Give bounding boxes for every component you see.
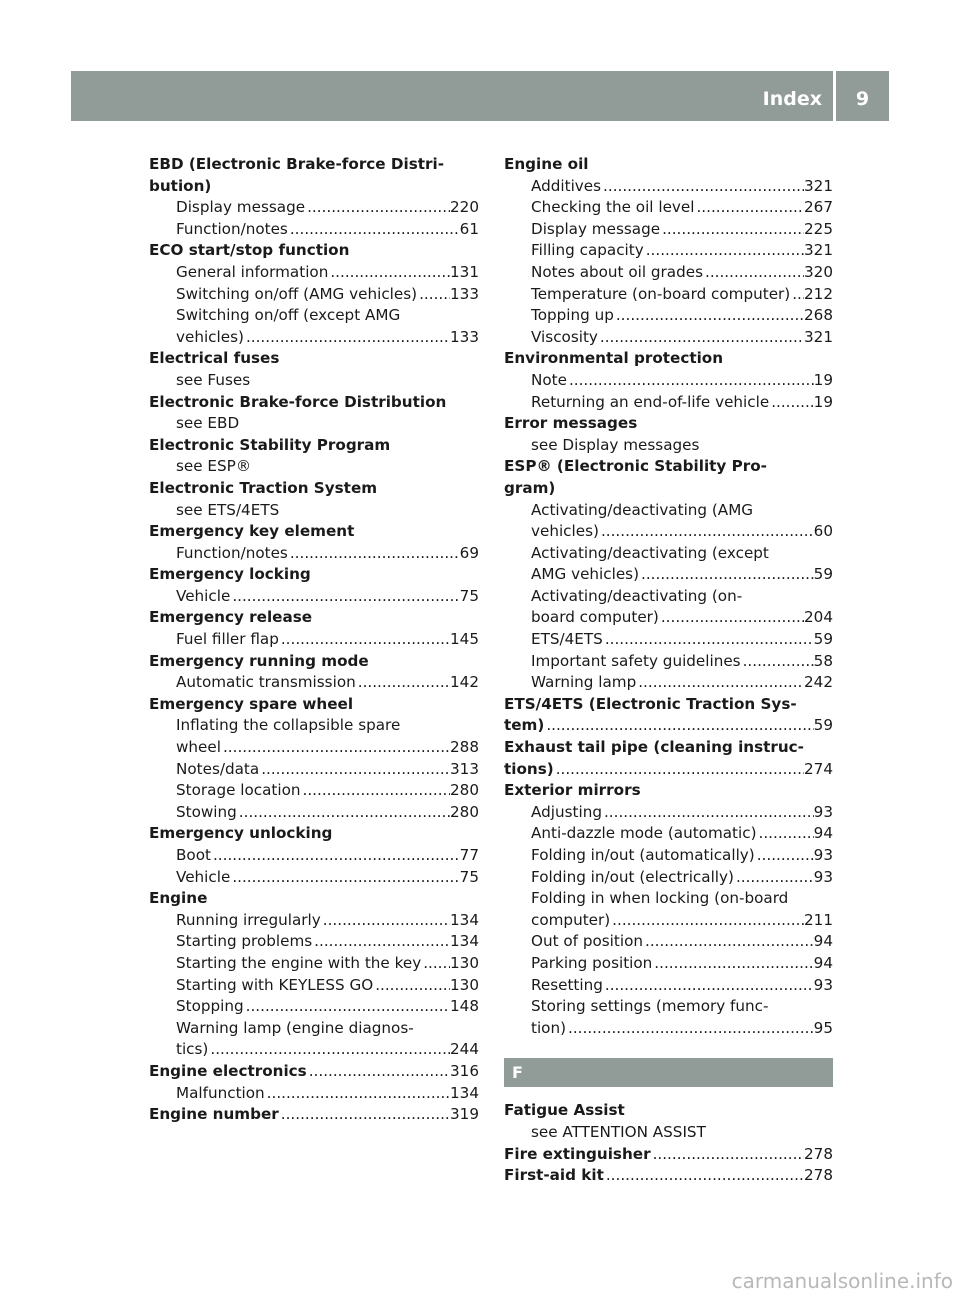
page-reference: 204	[804, 608, 833, 627]
section-title: Index	[762, 88, 822, 110]
entry-text: Returning an end-of-life vehicle	[531, 392, 770, 411]
entry-text: Activating/deactivating (except	[531, 543, 769, 562]
entry-text: Topping up	[531, 306, 614, 325]
page-reference: 133	[450, 284, 479, 303]
dot-leader	[244, 996, 450, 1018]
dot-leader	[734, 867, 814, 889]
index-entry	[504, 413, 833, 435]
index-entry	[504, 1144, 833, 1166]
page-reference: 313	[450, 759, 479, 778]
index-entry	[149, 240, 479, 262]
entry-text: Note	[531, 370, 567, 389]
index-subentry	[504, 521, 833, 543]
entry-text: Viscosity	[531, 327, 598, 346]
dot-leader	[644, 240, 804, 262]
entry-text: Inflating the collapsible spare	[176, 716, 401, 735]
page-reference: 93	[813, 867, 833, 886]
index-subentry	[504, 564, 833, 586]
dot-leader	[321, 910, 450, 932]
entry-text: board computer)	[531, 608, 659, 627]
dot-leader	[230, 586, 459, 608]
index-entry	[149, 176, 479, 198]
index-entry	[149, 348, 479, 370]
entry-text: Engine electronics	[149, 1061, 307, 1080]
index-subentry	[149, 197, 479, 219]
dot-leader	[307, 1061, 450, 1083]
dot-leader	[602, 802, 814, 824]
entry-text: Electrical fuses	[149, 349, 280, 368]
entry-text: wheel	[176, 738, 221, 757]
dot-leader	[373, 975, 450, 997]
dot-leader	[643, 931, 814, 953]
entry-text: Activating/deactivating (on-	[531, 586, 743, 605]
index-subentry	[149, 284, 479, 306]
index-subentry	[149, 672, 479, 694]
index-subentry	[149, 996, 479, 1018]
page-reference: 278	[804, 1144, 833, 1163]
entry-text: Starting the engine with the key	[176, 953, 422, 972]
index-entry	[149, 607, 479, 629]
dot-leader	[703, 262, 804, 284]
index-entry	[504, 780, 833, 802]
dot-leader	[421, 953, 450, 975]
dot-leader	[614, 305, 804, 327]
page-reference: 134	[450, 1083, 479, 1102]
entry-text: ETS/4ETS	[531, 630, 603, 649]
dot-leader	[567, 370, 814, 392]
page-reference: 19	[813, 392, 833, 411]
index-entry	[149, 823, 479, 845]
dot-leader	[598, 327, 804, 349]
index-subentry	[504, 823, 833, 845]
entry-text: Running irregularly	[176, 910, 321, 929]
index-subentry	[149, 802, 479, 824]
dot-leader	[305, 197, 450, 219]
entry-text: Exterior mirrors	[504, 781, 641, 800]
entry-text: Stowing	[176, 802, 237, 821]
entry-text: Starting with KEYLESS GO	[176, 975, 374, 994]
index-entry	[504, 715, 833, 737]
dot-leader	[208, 1039, 450, 1061]
index-subentry	[504, 284, 833, 306]
index-subentry	[149, 975, 479, 997]
index-subentry	[149, 931, 479, 953]
entry-text: Resetting	[531, 975, 603, 994]
index-subentry	[504, 651, 833, 673]
entry-text: see ATTENTION ASSIST	[531, 1122, 706, 1141]
page-reference: 133	[450, 327, 479, 346]
page-reference: 321	[804, 176, 833, 195]
entry-text: Anti-dazzle mode (automatic)	[531, 824, 757, 843]
index-subentry	[504, 953, 833, 975]
dot-leader	[755, 845, 814, 867]
index-entry	[504, 456, 833, 478]
entry-text: Function/notes	[176, 219, 288, 238]
page-reference: 321	[804, 327, 833, 346]
index-subentry	[149, 262, 479, 284]
entry-text: Boot	[176, 846, 211, 864]
entry-text: Environmental protection	[504, 349, 724, 368]
page-reference: 244	[450, 1040, 479, 1059]
index-subentry	[149, 1018, 479, 1040]
index-subentry	[149, 845, 479, 867]
index-entry	[504, 1100, 833, 1122]
page-reference: 75	[459, 867, 479, 886]
entry-text: Storing settings (memory func-	[531, 997, 769, 1016]
entry-text: see Display messages	[531, 435, 700, 454]
dot-leader	[636, 672, 804, 694]
dot-leader	[301, 780, 450, 802]
entry-text: First-aid kit	[504, 1166, 604, 1185]
page-reference: 59	[813, 565, 833, 584]
page-reference: 268	[804, 306, 833, 325]
index-entry	[149, 435, 479, 457]
dot-leader	[566, 1018, 814, 1040]
index-subentry	[149, 867, 479, 889]
entry-text: Electronic Brake-force Distribution	[149, 392, 447, 411]
index-subentry	[504, 802, 833, 824]
entry-text: see EBD	[176, 414, 240, 433]
index-subentry	[149, 586, 479, 608]
entry-text: computer)	[531, 910, 611, 929]
entry-text: Out of position	[531, 932, 643, 951]
index-entry	[504, 154, 833, 176]
entry-text: Emergency key element	[149, 522, 355, 541]
index-subentry	[504, 392, 833, 414]
entry-text: Function/notes	[176, 543, 288, 562]
page-reference: 142	[450, 673, 479, 692]
entry-text: see ETS/4ETS	[176, 500, 280, 519]
entry-text: Warning lamp	[531, 673, 637, 692]
entry-text: bution)	[149, 176, 212, 195]
index-entry	[149, 1104, 479, 1126]
index-subentry	[149, 500, 479, 522]
index-subentry	[504, 262, 833, 284]
entry-text: Switching on/off (AMG vehicles)	[176, 284, 418, 303]
dot-leader	[603, 629, 814, 651]
dot-leader	[417, 284, 450, 306]
entry-text: see Fuses	[176, 370, 251, 389]
index-subentry	[149, 1039, 479, 1061]
index-subentry	[504, 435, 833, 457]
entry-text: Folding in when locking (on-board	[531, 889, 789, 908]
index-subentry	[504, 672, 833, 694]
page-reference: 288	[450, 738, 479, 757]
index-subentry	[149, 456, 479, 478]
index-entry	[504, 348, 833, 370]
entry-text: Display message	[531, 219, 661, 238]
index-subentry	[504, 910, 833, 932]
entry-text: Parking position	[531, 953, 653, 972]
entry-text: gram)	[504, 478, 556, 497]
entry-text: Important safety guidelines	[531, 651, 741, 670]
index-entry	[149, 888, 479, 910]
entry-text: General information	[176, 262, 329, 281]
entry-text: Adjusting	[531, 802, 602, 821]
dot-leader	[279, 629, 450, 651]
page-reference: 131	[450, 262, 479, 281]
page-reference: 278	[804, 1166, 833, 1185]
dot-leader	[601, 176, 804, 198]
entry-text: Temperature (on-board computer)	[531, 284, 791, 303]
watermark: carmanualsonline.info	[731, 1269, 953, 1293]
entry-text: vehicles)	[176, 327, 244, 346]
index-subentry	[149, 780, 479, 802]
page-reference: 148	[450, 997, 479, 1016]
page-reference: 320	[804, 262, 833, 281]
entry-text: Malfunction	[176, 1083, 265, 1102]
index-subentry	[504, 327, 833, 349]
index-column-right	[504, 154, 833, 1187]
dot-leader	[639, 564, 814, 586]
page-reference: 58	[813, 651, 833, 670]
page-reference: 19	[813, 370, 833, 389]
page-reference: 316	[450, 1061, 479, 1080]
page-reference: 225	[804, 219, 833, 238]
page-reference: 145	[450, 630, 479, 649]
entry-text: tics)	[176, 1040, 209, 1059]
entry-text: Electronic Stability Program	[149, 435, 391, 454]
index-subentry	[504, 586, 833, 608]
index-entry	[149, 564, 479, 586]
page-reference: 134	[450, 932, 479, 951]
index-subentry	[504, 888, 833, 910]
index-entry	[504, 737, 833, 759]
page-reference: 130	[450, 975, 479, 994]
dot-leader	[659, 607, 804, 629]
entry-text: Emergency spare wheel	[149, 694, 354, 713]
dot-leader	[652, 953, 813, 975]
entry-text: Notes about oil grades	[531, 262, 703, 281]
page-reference: 93	[813, 802, 833, 821]
dot-leader	[599, 521, 814, 543]
entry-text: ESP® (Electronic Stability Pro-	[504, 457, 767, 476]
index-subentry	[149, 629, 479, 651]
index-subentry	[504, 305, 833, 327]
entry-text: Activating/deactivating (AMG	[531, 500, 754, 519]
page-reference: 75	[459, 586, 479, 605]
index-subentry	[504, 219, 833, 241]
page-reference: 94	[813, 824, 833, 843]
dot-leader	[757, 823, 814, 845]
dot-leader	[237, 802, 450, 824]
page-reference: 94	[813, 953, 833, 972]
dot-leader	[279, 1104, 450, 1126]
dot-leader	[259, 759, 450, 781]
entry-text: AMG vehicles)	[531, 565, 640, 584]
index-subentry	[504, 197, 833, 219]
entry-text: Storage location	[176, 781, 301, 800]
page-reference: 59	[813, 630, 833, 649]
page-reference: 95	[813, 1018, 833, 1037]
entry-text: vehicles)	[531, 522, 599, 541]
entry-text: ECO start/stop function	[149, 241, 350, 260]
entry-text: tions)	[504, 759, 554, 778]
index-entry	[149, 478, 479, 500]
entry-text: Emergency release	[149, 608, 313, 627]
entry-text: Folding in/out (automatically)	[531, 846, 755, 864]
dot-leader	[356, 672, 450, 694]
index-subentry	[504, 975, 833, 997]
index-entry	[149, 154, 479, 176]
index-subentry	[149, 413, 479, 435]
index-subentry	[504, 240, 833, 262]
page-reference: 280	[450, 802, 479, 821]
dot-leader	[544, 715, 813, 737]
entry-text: ETS/4ETS (Electronic Traction Sys-	[504, 694, 797, 713]
index-subentry	[149, 737, 479, 759]
dot-leader	[244, 327, 450, 349]
dot-leader	[610, 910, 804, 932]
entry-text: Emergency running mode	[149, 651, 369, 670]
page-number: 9	[855, 88, 870, 110]
entry-text: see ESP®	[176, 457, 252, 476]
entry-text: Additives	[531, 176, 602, 195]
index-subentry	[149, 759, 479, 781]
index-subentry	[504, 500, 833, 522]
index-entry	[149, 651, 479, 673]
entry-text: Emergency unlocking	[149, 824, 333, 843]
page-reference: 212	[804, 284, 833, 303]
dot-leader	[769, 392, 813, 414]
index-subentry	[149, 715, 479, 737]
entry-text: Vehicle	[176, 586, 231, 605]
entry-text: Engine oil	[504, 155, 589, 173]
page-reference: 267	[804, 198, 833, 217]
dot-leader	[230, 867, 459, 889]
index-subentry	[504, 370, 833, 392]
index-subentry	[504, 629, 833, 651]
entry-text: Fuel filler flap	[176, 630, 279, 649]
index-subentry	[504, 543, 833, 565]
page-reference: 274	[804, 759, 833, 778]
entry-text: Automatic transmission	[176, 673, 356, 692]
index-subentry	[504, 607, 833, 629]
page-reference: 319	[450, 1105, 479, 1124]
dot-leader	[221, 737, 450, 759]
index-subentry	[149, 543, 479, 565]
index-subentry	[149, 219, 479, 241]
entry-text: Checking the oil level	[531, 198, 695, 217]
dot-leader	[554, 759, 804, 781]
entry-text: Electronic Traction System	[149, 478, 378, 497]
page-reference: 130	[450, 953, 479, 972]
index-subentry	[149, 1083, 479, 1105]
page-reference: 93	[813, 846, 833, 864]
entry-text: Stopping	[176, 997, 244, 1016]
dot-leader	[651, 1144, 804, 1166]
index-subentry	[504, 931, 833, 953]
index-entry	[149, 521, 479, 543]
entry-text: Folding in/out (electrically)	[531, 867, 734, 886]
dot-leader	[694, 197, 804, 219]
entry-text: Engine	[149, 889, 208, 908]
dot-leader	[211, 845, 460, 867]
page-reference: 321	[804, 241, 833, 260]
page-reference: 61	[459, 219, 479, 238]
dot-leader	[288, 219, 460, 241]
index-subentry	[504, 996, 833, 1018]
dot-leader	[328, 262, 450, 284]
index-entry	[149, 392, 479, 414]
entry-text: Switching on/off (except AMG	[176, 306, 401, 325]
page-reference: 242	[804, 673, 833, 692]
index-subentry	[149, 370, 479, 392]
dot-leader	[660, 219, 804, 241]
page-reference: 211	[804, 910, 833, 929]
index-subentry	[504, 1018, 833, 1040]
index-column-left	[149, 154, 479, 1126]
dot-leader	[741, 651, 814, 673]
index-entry	[504, 1165, 833, 1187]
dot-leader	[603, 975, 814, 997]
entry-text: Exhaust tail pipe (cleaning instruc-	[504, 738, 804, 757]
page-reference: 69	[459, 543, 479, 562]
entry-text: Engine number	[149, 1105, 279, 1124]
index-subentry	[504, 176, 833, 198]
entry-text: tion)	[531, 1018, 567, 1037]
entry-text: Warning lamp (engine diagnos-	[176, 1018, 414, 1037]
entry-text: tem)	[504, 716, 545, 735]
page-reference: 134	[450, 910, 479, 929]
entry-text: Notes/data	[176, 759, 260, 778]
index-entry	[149, 694, 479, 716]
index-entry	[149, 1061, 479, 1083]
entry-text: Starting problems	[176, 932, 313, 951]
page-reference: 77	[459, 846, 479, 864]
dot-leader	[265, 1083, 450, 1105]
entry-text: Error messages	[504, 414, 638, 433]
index-subentry	[504, 845, 833, 867]
dot-leader	[312, 931, 450, 953]
index-subentry	[504, 1122, 833, 1144]
dot-leader	[288, 543, 460, 565]
entry-text: Display message	[176, 198, 306, 217]
index-subentry	[504, 867, 833, 889]
entry-text: Emergency locking	[149, 565, 311, 584]
entry-text: Fatigue Assist	[504, 1101, 625, 1120]
page-reference: 93	[813, 975, 833, 994]
page-reference: 59	[813, 716, 833, 735]
dot-leader	[790, 284, 804, 306]
section-letter-bar: F	[504, 1058, 833, 1087]
entry-text: Vehicle	[176, 867, 231, 886]
entry-text: Filling capacity	[531, 241, 644, 260]
entry-text: EBD (Electronic Brake-force Distri-	[149, 155, 445, 173]
index-subentry	[149, 910, 479, 932]
index-entry	[504, 694, 833, 716]
dot-leader	[604, 1165, 804, 1187]
index-entry	[504, 478, 833, 500]
index-subentry	[149, 953, 479, 975]
page-reference: 280	[450, 781, 479, 800]
entry-text: Fire extinguisher	[504, 1144, 651, 1163]
index-subentry	[149, 327, 479, 349]
page-reference: 220	[450, 198, 479, 217]
index-entry	[504, 759, 833, 781]
index-subentry	[149, 305, 479, 327]
page-reference: 60	[813, 522, 833, 541]
page-reference: 94	[813, 932, 833, 951]
